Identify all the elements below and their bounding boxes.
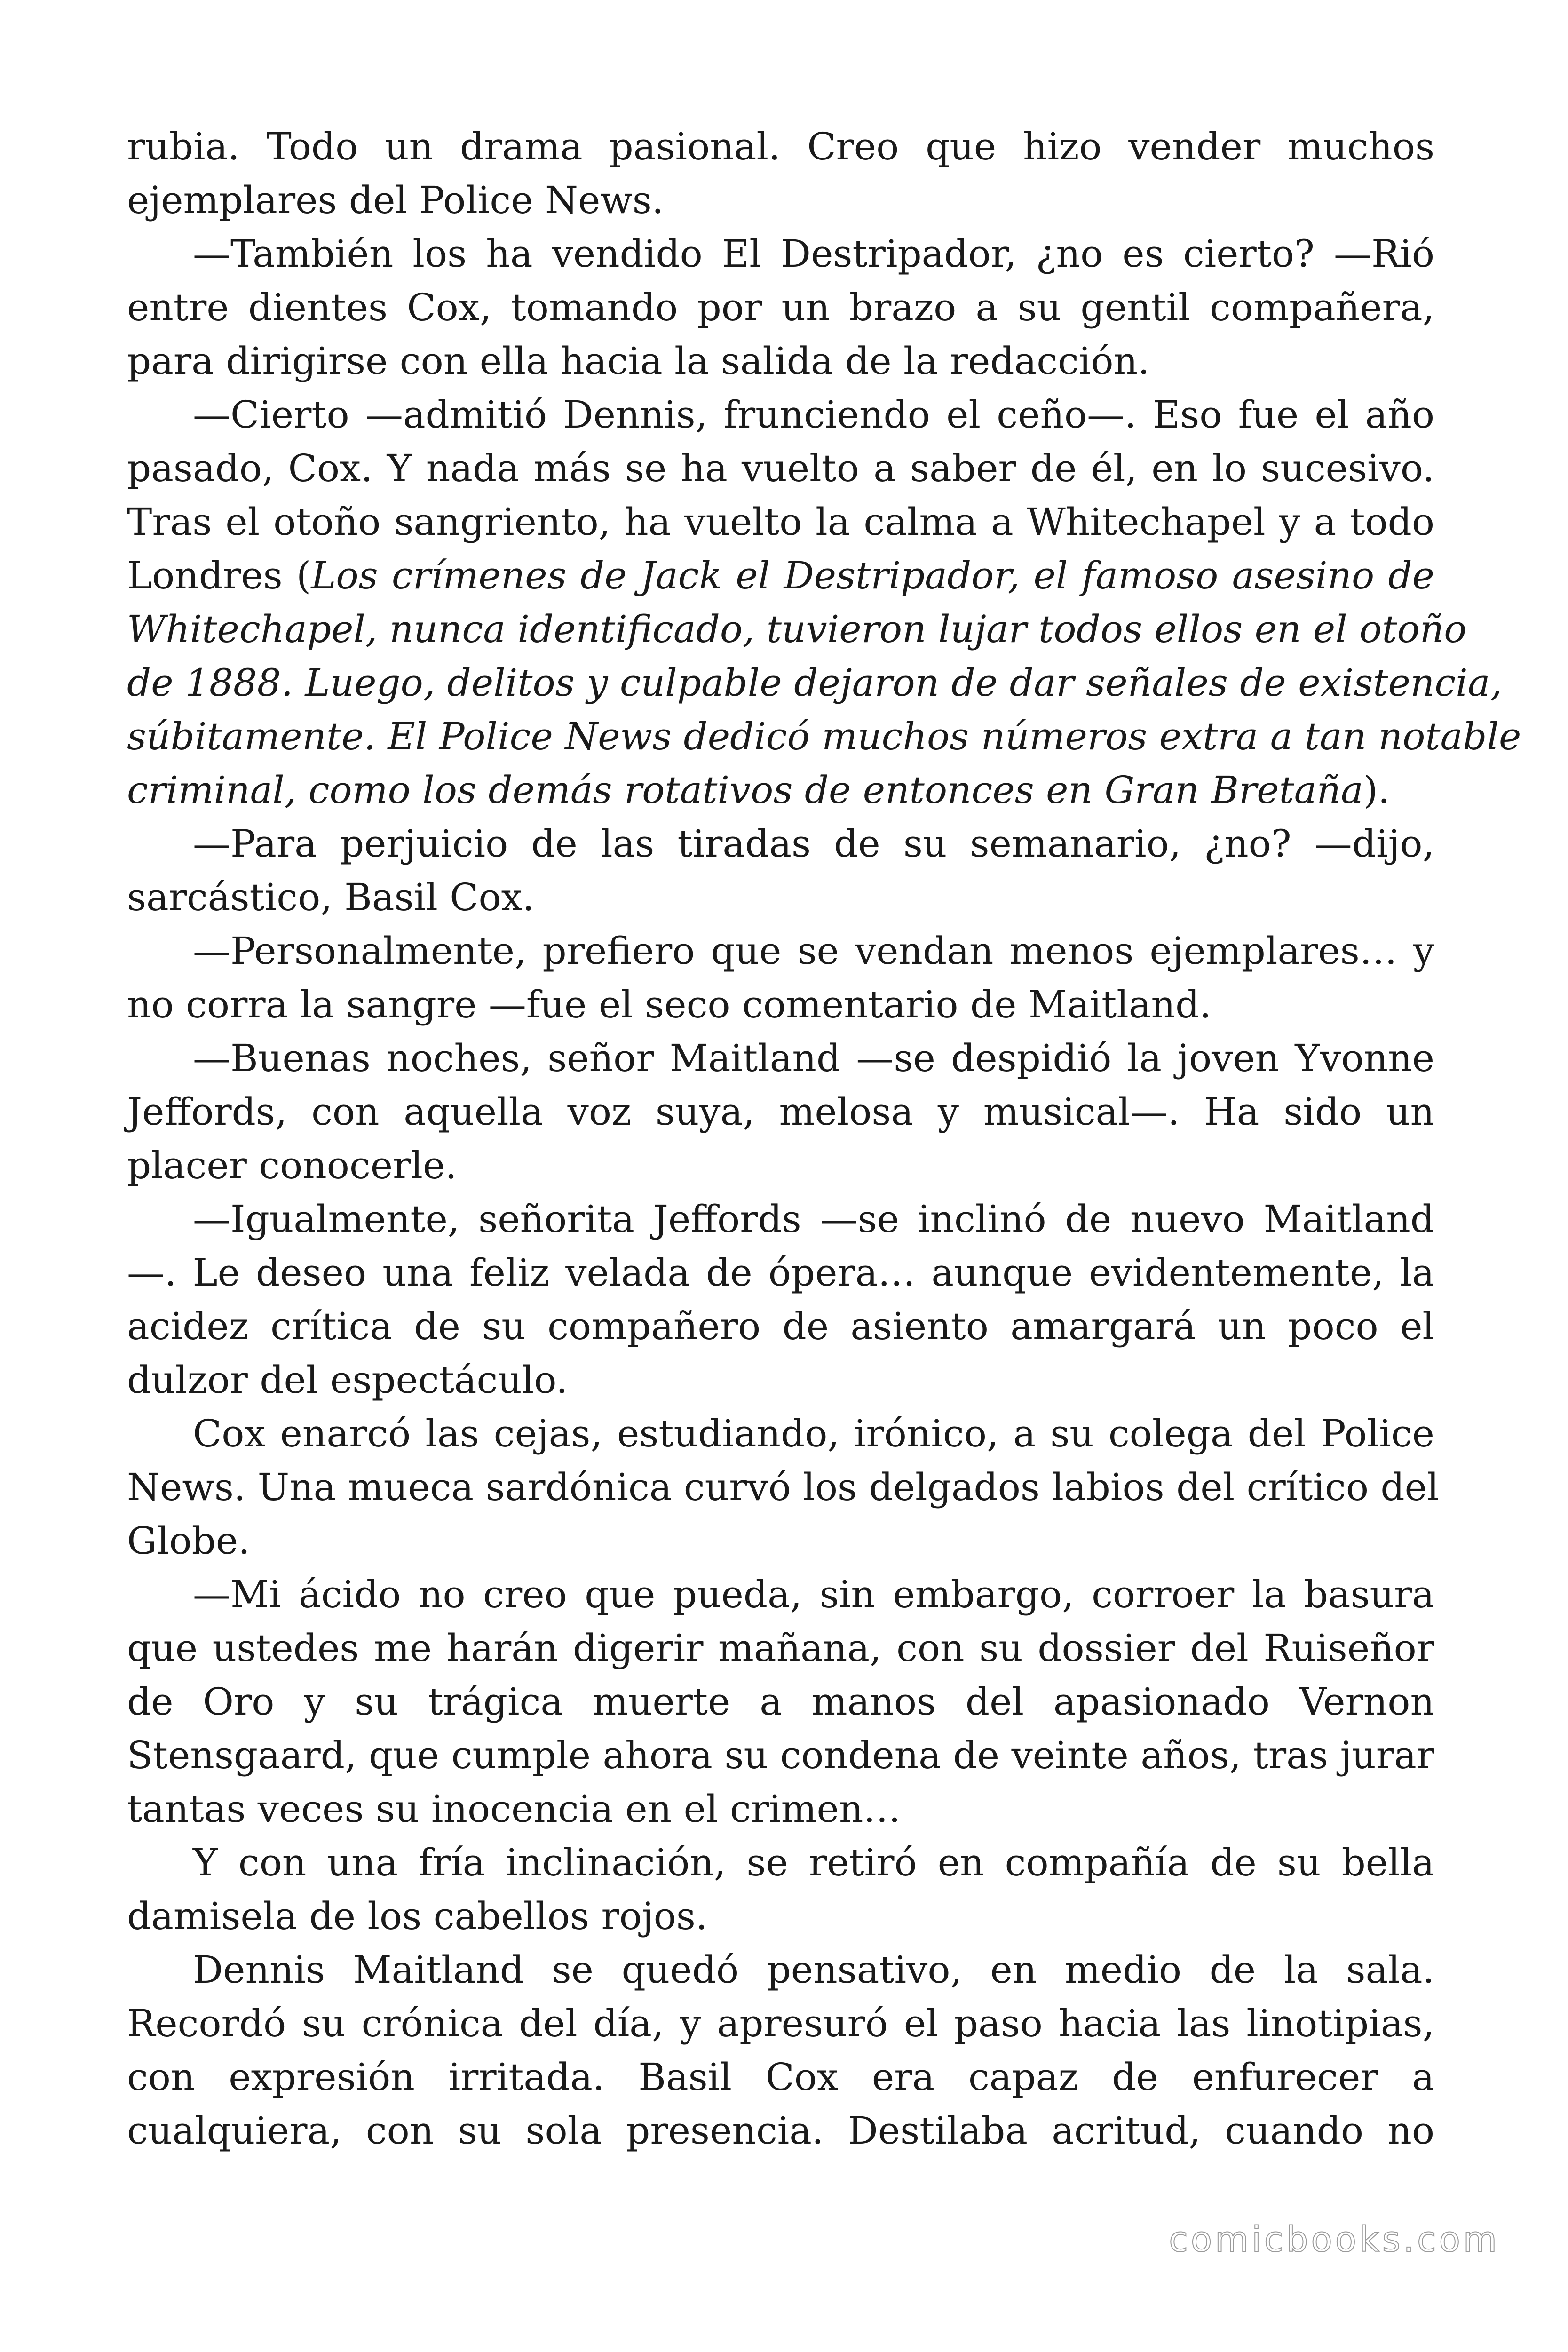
text-line [127,174,1434,227]
text-line [127,656,1502,710]
text-segment: —También los ha vendido El Destripador, ¿no es cierto? —Rió [193,232,1434,276]
text-line [127,1836,1434,1890]
text-segment: —Mi ácido no creo que pueda, sin embargo, corroer la basura [193,1573,1434,1616]
text-segment: con expresión irritada. Basil Cox era capaz de enfurecer a [127,2055,1434,2099]
text-segment: Londres ( [127,554,311,597]
text-line [127,1461,1439,1514]
text-line [127,334,1434,388]
text-line [127,1997,1434,2050]
text-segment: cualquiera, con su sola presencia. Destilaba acritud, cuando no [127,2109,1434,2153]
text-line [127,1568,1434,1621]
text-segment: —Igualmente, señorita Jeffords —se inclinó de nuevo Maitland [193,1197,1434,1241]
text-segment: que ustedes me harán digerir mañana, con su dossier del Ruiseñor [127,1626,1434,1670]
text-segment: damisela de los cabellos rojos. [127,1894,708,1938]
text-line [127,120,1434,174]
text-line [127,710,1521,763]
text-line [127,495,1434,549]
text-line [127,1621,1434,1675]
text-segment: tantas veces su inocencia en el crimen… [127,1787,901,1831]
text-segment: sarcástico, Basil Cox. [127,875,535,919]
text-line [127,1246,1434,1300]
text-line [127,2050,1434,2104]
text-line [127,603,1467,656]
text-segment: —Personalmente, prefiero que se vendan menos ejemplares… y [193,929,1434,973]
text-line [127,1675,1434,1729]
text-line [127,281,1434,334]
text-segment: News. Una mueca sardónica curvó los delgados labios del crítico del [127,1465,1439,1509]
text-line [127,1139,1434,1192]
text-segment: —. Le deseo una feliz velada de ópera… aunque evidentemente, la [127,1251,1434,1295]
text-segment: acidez crítica de su compañero de asiento amargará un poco el [127,1304,1434,1348]
text-segment: Dennis Maitland se quedó pensativo, en medio de la sala. [193,1948,1434,1992]
text-line [127,227,1434,281]
text-segment: —Cierto —admitió Dennis, frunciendo el ceño—. Eso fue el año [193,393,1434,437]
text-segment: Recordó su crónica del día, y apresuró el paso hacia las linotipias, [127,2002,1434,2045]
watermark: comicbooks.com [1169,2219,1500,2260]
text-segment: no corra la sangre —fue el seco comentario de Maitland. [127,983,1212,1026]
text-line [127,442,1434,495]
text-segment: placer conocerle. [127,1144,457,1187]
text-line [127,1943,1434,1997]
text-line [127,1300,1434,1353]
text-line [127,388,1434,442]
text-line [127,1890,1434,1943]
italic-text-segment: Whitechapel, nunca identificado, tuvieron lujar todos ellos en el otoño [127,607,1467,651]
text-segment: Globe. [127,1519,250,1563]
text-segment: Y con una fría inclinación, se retiró en compañía de su bella [193,1841,1434,1884]
text-line [127,978,1434,1032]
text-line [127,2104,1434,2158]
text-line [127,924,1434,978]
text-segment: para dirigirse con ella hacia la salida de la redacción. [127,339,1150,383]
text-line [127,1407,1434,1461]
text-line [127,549,1434,603]
text-segment: ejemplares del Police News. [127,178,664,222]
text-line [127,1353,1434,1407]
text-segment: dulzor del espectáculo. [127,1358,568,1402]
text-segment: de Oro y su trágica muerte a manos del apasionado Vernon [127,1680,1434,1724]
text-line [127,1729,1434,1782]
italic-text-segment: criminal, como los demás rotativos de entonces en Gran Bretaña [127,768,1363,812]
text-segment: —Para perjuicio de las tiradas de su semanario, ¿no? —dijo, [193,822,1434,866]
text-segment: Cox enarcó las cejas, estudiando, irónico, a su colega del Police [193,1412,1434,1455]
text-line [127,1032,1434,1085]
text-line [127,1192,1434,1246]
text-segment: —Buenas noches, señor Maitland —se despidió la joven Yvonne [193,1036,1434,1080]
text-segment: Stensgaard, que cumple ahora su condena de veinte años, tras jurar [127,1733,1434,1777]
text-segment: Tras el otoño sangriento, ha vuelto la calma a Whitechapel y a todo [127,500,1434,544]
text-line [127,871,1434,924]
italic-text-segment: de 1888. Luego, delitos y culpable dejaron de dar señales de existencia, [127,661,1502,705]
text-line [127,1085,1434,1139]
text-segment: entre dientes Cox, tomando por un brazo a su gentil compañera, [127,286,1434,329]
italic-text-segment: súbitamente. El Police News dedicó muchos números extra a tan notable [127,715,1521,758]
text-segment: pasado, Cox. Y nada más se ha vuelto a saber de él, en lo sucesivo. [127,446,1434,490]
text-line [127,1514,1434,1568]
text-segment: rubia. Todo un drama pasional. Creo que hizo vender muchos [127,125,1434,168]
body-text [127,120,1521,2158]
text-line [127,763,1434,817]
text-line [127,817,1434,871]
text-line [127,1782,1434,1836]
text-segment: Jeffords, con aquella voz suya, melosa y musical—. Ha sido un [127,1090,1434,1134]
text-segment: ). [1363,768,1390,812]
italic-text-segment: Los crímenes de Jack el Destripador, el famoso asesino de [311,554,1434,597]
